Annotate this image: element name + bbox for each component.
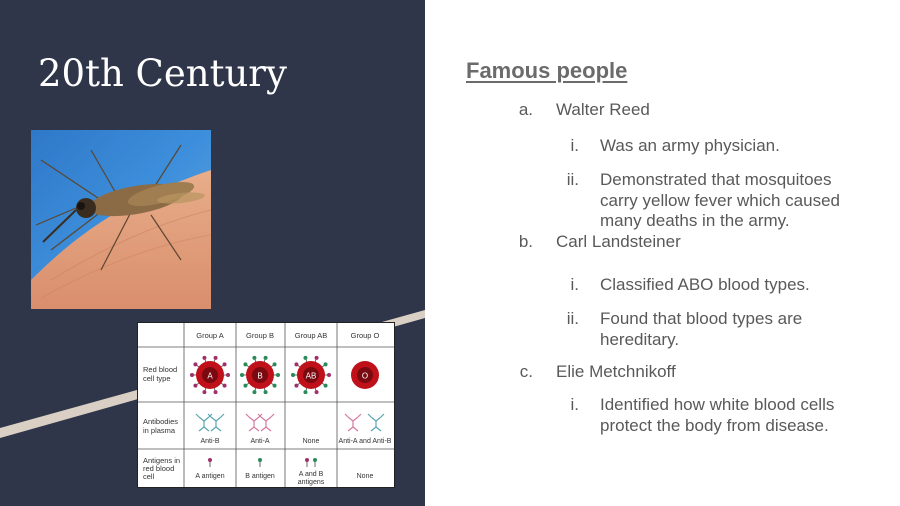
outline-subitem-text: carry yellow fever which caused (600, 190, 840, 210)
outline-marker: c. (519, 362, 533, 381)
red-blood-cell (240, 356, 280, 394)
outline-subitem-text: many deaths in the army. (600, 211, 790, 230)
famous-people-heading: Famous people (466, 58, 628, 83)
antibody-glyph (368, 414, 384, 431)
outline-subitem-text: Classified ABO blood types. (600, 275, 810, 294)
cell-letter: B (257, 371, 263, 381)
row-label-rbc-1: Red blood (143, 365, 178, 374)
cell-letter: O (361, 371, 369, 381)
outline-text: Carl Landsteiner (556, 232, 681, 251)
col-header-b: Group B (246, 331, 274, 340)
antibody-glyph (246, 414, 262, 431)
row-label-ag-1: Antigens in (143, 456, 181, 465)
outline-subitem-text: Identified how white blood cells (600, 395, 835, 414)
antibody-b: Anti-A (250, 438, 270, 445)
blood-type-table-grid (138, 323, 394, 487)
red-blood-cell (291, 356, 331, 394)
outline-subitem-marker: i. (570, 395, 579, 414)
row-label-ab-1: Antibodies (143, 417, 179, 426)
mosquito-photo (31, 130, 211, 309)
antibody-glyph (258, 414, 274, 431)
cell-letter: A (207, 371, 213, 381)
antibody-glyph (208, 414, 224, 431)
outline-marker: b. (518, 232, 533, 251)
slide-title: 20th Century (38, 52, 287, 95)
antibody-glyph (196, 414, 212, 431)
left-panel (0, 0, 425, 506)
outline-text: Elie Metchnikoff (556, 362, 676, 381)
col-header-ab: Group AB (294, 331, 328, 340)
antigen-o: None (356, 473, 374, 480)
outline-subitem-text: Found that blood types are (600, 309, 803, 328)
col-header-a: Group A (196, 331, 224, 340)
antibody-ab: None (302, 438, 320, 445)
antigen-pin (313, 458, 317, 467)
antigen-pin (208, 458, 212, 467)
outline-subitem-marker: i. (570, 136, 579, 155)
row-label-ab-2: in plasma (143, 426, 176, 435)
outline-subitem-marker: ii. (566, 170, 579, 189)
outline-subitem-text: Was an army physician. (600, 136, 780, 155)
antigen-b: B antigen (245, 473, 275, 480)
outline-subitem-text: protect the body from disease. (600, 415, 829, 435)
antigen-ab-1: A and B (298, 471, 324, 478)
red-blood-cell (190, 356, 230, 394)
outline-subitem-text: hereditary. (600, 329, 680, 349)
cell-letter: AB (305, 371, 317, 381)
antibody-o: Anti-A and Anti-B (338, 438, 392, 445)
outline-marker: a. (518, 100, 533, 119)
row-label-ag-2: red blood (143, 464, 175, 473)
blood-type-table (137, 322, 395, 488)
antibody-a: Anti-B (200, 438, 220, 445)
outline-subitem-marker: i. (570, 275, 579, 294)
antigen-pin (258, 458, 262, 467)
row-label-rbc-2: cell type (143, 374, 171, 383)
row-label-ag-3: cell (143, 472, 155, 481)
outline-text: Walter Reed (556, 100, 650, 119)
antibody-glyph (345, 414, 361, 431)
antigen-pin (305, 458, 309, 467)
outline-subitem-marker: ii. (566, 309, 579, 328)
outline-subitem-text: Demonstrated that mosquitoes (600, 170, 832, 189)
col-header-o: Group O (350, 331, 380, 340)
antigen-ab-2: antigens (297, 479, 325, 486)
red-blood-cell (351, 361, 379, 389)
antigen-a: A antigen (195, 473, 225, 480)
